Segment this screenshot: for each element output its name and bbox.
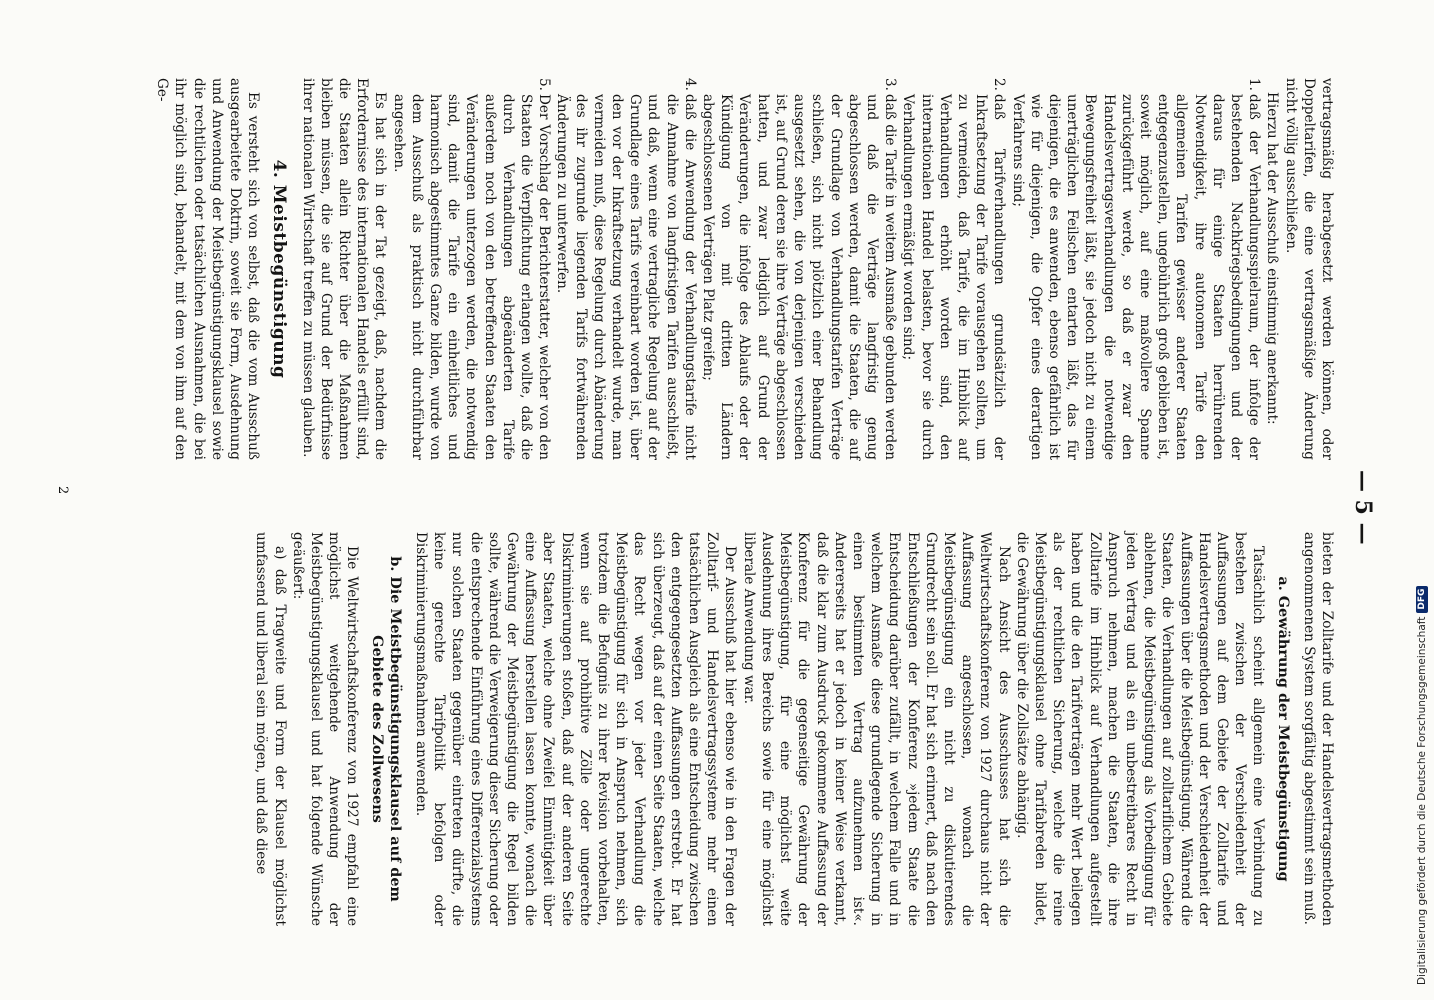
- list-number: 5.: [536, 78, 553, 91]
- list-item: [699, 78, 899, 460]
- list-number: 3.: [882, 78, 899, 91]
- footer-text: Digitalisierung gefördert durch die Deutsche Forschungsgemeinschaft: [1416, 616, 1428, 985]
- list-text: daß die Tarife in weitem Ausmaße gebunden werden und daß die Verträge langfristig genug abgeschlossen werden, damit die Staaten, die auf der Grundlage von Verhandlungstarifen Verträge schließen, sich nicht plötzlich einer Behandlung ausgesetzt sehen, die von derjenigen verschieden ist, auf Grund deren sie ihre Verträge abgeschlossen hatten, und zwar lediglich auf Grund der Veränderungen, die infolge des Ablaufs oder der Kündigung von mit dritten Ländern abgeschlossenen Verträgen Platz greifen;: [700, 94, 899, 460]
- paragraph: Es hat sich in der Tat gezeigt, daß, nachdem die Erfordernisse des internationalen Handels erfüllt sind, die Staaten allein Richter über die Maßnahmen bleiben müssen, die sie auf Grund der Bedürfnisse ihrer nationalen Wirtschaft treffen zu müssen glauben.: [299, 78, 389, 460]
- paragraph: Tatsächlich scheint allgemein eine Verbindung zu bestehen zwischen der Verschiedenheit der Auffassungen auf dem Gebiete der Zolltarife und Handelsvertragsmethoden und der Verschiedenheit der Auffassungen über die Meistbegünstigung. Während die Staaten, die Verhandlungen auf zolltariflichem Gebiete ablehnen, die Meistbegünstigung als Vorbedingung für jeden Vertrag und als ein unbestreitbares Recht in Anspruch nehmen, machen die Staaten, die ihre Zolltarife im Hinblick auf Verhandlungen aufgestellt haben und die den Tarifverträgen mehr Wert beilegen als der rechtlichen Sicherung, welche die reine Meistbegünstigungsklausel ohne Tarifabreden bildet, die Gewährung über die Zollsätze abhängig.: [1013, 532, 1267, 926]
- list-number: 4.: [681, 78, 698, 91]
- paragraph: Es versteht sich von selbst, daß die vom Ausschuß ausgearbeitete Doktrin, soweit sie Form, Ausdehnung und Anwendung der Meistbegünstigungsklausel sowie die rechtlichen oder tatsächlichen Ausnahmen, die bei ihr möglich sind, behandelt, mit dem von ihm auf den Ge-: [154, 78, 262, 460]
- dfg-logo: DFG: [1416, 586, 1428, 613]
- list-text: daß die Anwendung der Verhandlungstarife nicht die Annahme von langfristigen Tarifen ausschließt, und daß, wenn eine vertragliche Regelung auf der Grundlage eines Tarifs vereinbart worden ist, über den vor der Inkraftsetzung verhandelt wurde, man vermeiden muß, diese Regelung durch Abänderung des ihr zugrunde liegenden Tarifs fortwährenden Änderungen zu unterwerfen.: [554, 94, 698, 460]
- list-text: daß Tarifverhandlungen grundsätzlich der Inkraftsetzung der Tarife vorausgehen sollten, um zu vermeiden, daß Tarife, die im Hinblick auf Verhandlungen erhöht worden sind, den internationalen Handel belasten, bevor sie durch Verhandlungen ermäßigt worden sind;: [900, 94, 1008, 460]
- list-item: [899, 78, 1008, 460]
- paragraph: Nach Ansicht des Ausschusses hat sich die Weltwirtschaftskonferenz von 1927 durchaus nicht der Auffassung angeschlossen, wonach die Meistbegünstigung ein nicht zu diskutierendes Grundrecht sein soll. Er hat sich erinnert, daß nach den Entschließungen der Konferenz »jedem Staate die Entscheidung darüber zufällt, in welchem Falle und in welchem Ausmaße diese grundlegende Sicherung in einen bestimmten Vertrag aufzunehmen ist«. Andererseits hat er jedoch in keiner Weise verkannt, daß die klar zum Ausdruck gekommene Auffassung der Konferenz für die gegenseitige Gewährung der Meistbegünstigung, für eine möglichst weite Ausdehnung ihres Bereichs sowie für eine möglichst liberale Anwendung war.: [740, 532, 1012, 926]
- list-number: 2.: [991, 78, 1008, 91]
- page-number: — 5 —: [1350, 470, 1376, 545]
- paragraph: bieten der Zolltarife und der Handelsvertragsmethoden angenommenen System sorgfältig abgestimmt sein muß.: [1300, 532, 1335, 926]
- section-heading: 4. Meistbegünstigung: [269, 159, 290, 379]
- digitization-footer: [1412, 0, 1432, 985]
- list-item: [553, 78, 699, 460]
- left-column: [153, 78, 1336, 460]
- paragraph: Die Weltwirtschaftskonferenz von 1927 empfahl eine möglichst weitgehende Anwendung der Meistbegünstigungsklausel und hat folgende Wünsche geäußert:: [289, 532, 361, 926]
- right-column: [252, 532, 1336, 926]
- paragraph: Der Ausschuß hat hier ebenso wie in den Fragen der Zolltarif- und Handelsvertragssysteme mehr einen tatsächlichen Ausgleich als eine Entscheidung zwischen den entgegengesetzten Auffassungen erstrebt. Er hat sich überzeugt, daß auf der einen Seite Staaten, welche das Recht wegen vor jeder Verhandlung die Meistbegünstigung für sich in Anspruch nehmen, sich trotzdem die Befugnis zu ihrer Revision vorbehalten, wenn sie auf prohibitive Zölle oder ungerechte Diskriminierungen stoßen, daß auf der anderen Seite aber Staaten, welche ohne Zweifel Einmütigkeit über eine Auffassung herstellen lassen konnte, wonach die Gewährung der Meistbegünstigung die Regel bilden sollte, während die Verweigerung dieser Sicherung oder die entsprechende Einführung eines Differenzialsystems nur solchen Staaten gegenüber eintreten dürfte, die keine gerechte Tarifpolitik befolgen oder Diskriminierungsmaßnahmen anwenden.: [413, 532, 739, 926]
- printer-signature: 2: [55, 486, 70, 495]
- paragraph: Hierzu hat der Ausschuß einstimmig anerkannt:: [1264, 92, 1281, 425]
- list-number: 1.: [1246, 78, 1263, 91]
- list-item: [389, 78, 553, 460]
- subsection-heading: b. Die Meistbegünstigungsklausel auf dem Gebiete des Zollwesens: [368, 556, 404, 902]
- list-item: [1008, 78, 1263, 460]
- list-text: daß der Verhandlungsspielraum, der infolge der bestehenden Nachkriegsbedingungen und der daraus für einige Staaten herrührenden Notwendigkeit, ihre autonomen Tarife den allgemeinen Tarifen gewisser anderer Staaten entgegenzustellen, ungebührlich groß geblieben ist, soweit möglich, auf eine maßvollere Spanne zurückgeführt werde, so daß er zwar den Handelsvertragsverhandlungen die notwendige Bewegungsfreiheit läßt, sie jedoch nicht zu einem unerträglichen Feilschen entarten läßt, das für diejenigen, die es anwenden, ebenso gefährlich ist wie für diejenigen, die Opfer eines derartigen Verfahrens sind;: [1009, 94, 1263, 460]
- list-text: Der Vorschlag der Berichterstatter, welcher von den Staaten die Verpflichtung erlangen wollte, daß die durch Verhandlungen abgeänderten Tarife außerdem noch von den betreffenden Staaten den Veränderungen unterzogen werden, die notwendig sind, damit die Tarife ein einheitliches und harmonisch abgestimmtes Ganze bilden, wurde von dem Ausschuß als praktisch nicht durchführbar angesehen.: [390, 94, 553, 460]
- subsection-heading: a. Gewährung der Meistbegünstigung: [1274, 576, 1292, 882]
- paragraph: a) daß Tragweite und Form der Klausel möglichst umfassend und liberal sein mögen, und daß diese: [253, 532, 288, 926]
- paragraph: vertragsmäßig herabgesetzt werden können, oder Doppeltarifen, die eine vertragsmäßige Änderung nicht völlig ausschließen.: [1282, 78, 1335, 460]
